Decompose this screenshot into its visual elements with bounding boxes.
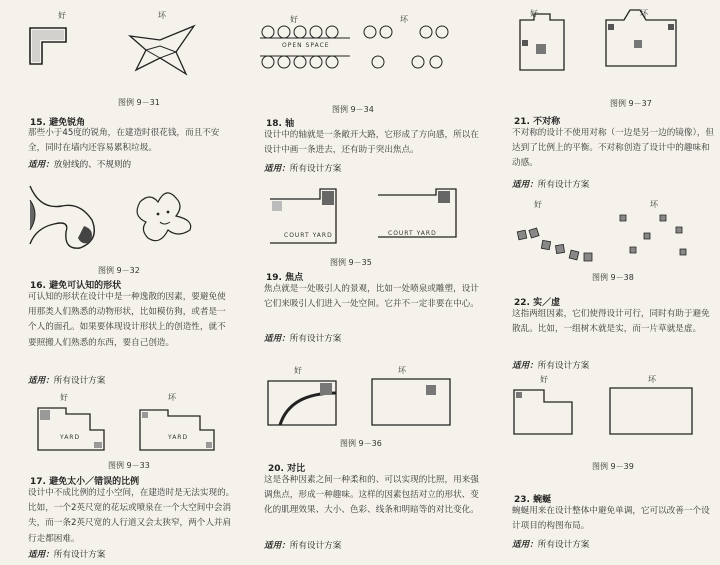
figure-9-33-caption: 图例 9－33 [108, 461, 150, 470]
section-23-body: 蜿蜒用来在设计整体中避免单调，它可以改善一个设计项目的构图布局。 [512, 506, 710, 532]
sketch-court-yard-label: COURT YARD [388, 230, 437, 237]
applies-key: 适用： [512, 180, 538, 190]
label-bad: 坏 [158, 11, 166, 20]
applies-key: 适用： [28, 550, 54, 560]
figure-9-39-sketch [500, 384, 720, 444]
label-good: 好 [534, 200, 542, 209]
applies-value: 所有设计方案 [289, 334, 342, 344]
figure-9-38-sketch [500, 205, 720, 275]
figure-9-32-caption: 图例 9－32 [98, 266, 140, 275]
section-15-body: 那些小于45度的锐角，在建造时很花钱，而且不安全，同时在墙内还容易累积垃圾。 [28, 128, 220, 154]
figure-9-35-caption: 图例 9－35 [330, 258, 372, 267]
section-17-body: 设计中不成比例的过小空间，在建造时是无法实现的。比如，一个2英尺宽的花坛或喷泉在一个大空间中会消失，而一条2英尺宽的人行道又会太狭窄，两个人并肩行走都困难。 [28, 488, 235, 544]
section-15-title: 15. 避免锐角 [30, 118, 86, 128]
sketch-yard-label: YARD [168, 434, 189, 441]
applies-key: 适用： [264, 164, 290, 174]
figure-9-37-caption: 图例 9－37 [610, 99, 652, 108]
applies-value: 所有设计方案 [289, 541, 342, 551]
section-17-applies [28, 548, 105, 560]
label-bad: 坏 [168, 393, 176, 402]
figure-9-34-caption: 图例 9－34 [332, 105, 374, 114]
label-bad: 坏 [400, 15, 408, 24]
section-18-body: 设计中的轴就是一条敞开大路，它形成了方向感，所以在设计中画一条进去，还有助于突出焦点。 [264, 130, 479, 156]
applies-key: 适用： [264, 541, 290, 551]
sketch-court-yard-label: COURT YARD [284, 232, 333, 239]
label-bad: 坏 [650, 200, 658, 209]
figure-9-35-sketch [250, 185, 490, 255]
section-20-title: 20. 对比 [268, 464, 306, 474]
applies-value: 所有设计方案 [289, 164, 342, 174]
label-good: 好 [294, 366, 302, 375]
section-23-title: 23. 蜿蜒 [514, 495, 552, 505]
label-good: 好 [60, 393, 68, 402]
applies-value: 放射线的、不规则的 [53, 160, 132, 170]
section-16-title: 16. 避免可认知的形状 [30, 281, 122, 291]
section-16-applies [28, 374, 105, 386]
applies-value: 所有设计方案 [537, 361, 590, 371]
column-left [0, 0, 240, 565]
figure-9-36-sketch [250, 375, 490, 435]
column-right [500, 0, 720, 565]
label-bad: 坏 [640, 9, 648, 18]
section-16-body: 可认知的形状在设计中是一种逸散的因素，要避免使用那类人们熟悉的动物形状，比如模仿狗，或者是一个人的面孔。如果要体现设计形状上的创造性，就不要照搬人们熟悉的东西，要自己创造。 [28, 292, 226, 348]
sketch-yard-label: YARD [60, 434, 81, 441]
section-21-applies [512, 178, 589, 190]
applies-value: 所有设计方案 [537, 540, 590, 550]
section-23-applies [512, 538, 589, 550]
label-good: 好 [530, 9, 538, 18]
figure-9-34-sketch [250, 0, 490, 80]
figure-9-31-sketch [0, 0, 240, 80]
figure-9-37-sketch [500, 0, 720, 80]
figure-9-36-caption: 图例 9－36 [340, 439, 382, 448]
applies-value: 所有设计方案 [537, 180, 590, 190]
applies-key: 适用： [512, 540, 538, 550]
section-15-applies [28, 158, 131, 170]
label-bad: 坏 [648, 375, 656, 384]
section-20-applies [264, 539, 341, 551]
figure-9-32-sketch [0, 180, 240, 260]
section-19-body: 焦点就是一处吸引人的景观，比如一处喷泉或雕塑，设计它们来吸引人们进入一处空间。它并不一定非要在中心。 [264, 284, 479, 310]
label-good: 好 [58, 11, 66, 20]
section-17-title: 17. 避免太小／错误的比例 [30, 477, 140, 487]
section-18-applies [264, 162, 341, 174]
section-19-title: 19. 焦点 [266, 273, 304, 283]
applies-key: 适用： [28, 376, 54, 386]
label-good: 好 [290, 15, 298, 24]
sketch-open-space-label: OPEN SPACE [282, 42, 330, 49]
figure-9-33-sketch [0, 400, 240, 460]
applies-key: 适用： [28, 160, 54, 170]
applies-value: 所有设计方案 [53, 550, 106, 560]
applies-value: 所有设计方案 [53, 376, 106, 386]
section-22-title: 22. 实／虚 [514, 298, 561, 308]
applies-key: 适用： [512, 361, 538, 371]
section-21-body: 不对称的设计不使用对称（一边是另一边的镜像），但达到了比例上的平衡。不对称创造了设计中的趣味和动感。 [512, 128, 714, 169]
column-middle [250, 0, 490, 565]
section-20-body: 这是各种因素之间一种柔和的、可以实现的比照，用来强调焦点，形成一种趣味。这样的因素包括对立的形状、变化的肌理效果、大小、色彩、线条和明暗等的对比变化。 [264, 475, 479, 516]
figure-9-31-caption: 图例 9－31 [118, 98, 160, 107]
section-22-applies [512, 359, 589, 371]
section-22-body: 这指两组因素，它们使得设计可行，同时有助于避免散乱。比如，一组树木就是实，而一片草就是虚。 [512, 309, 710, 335]
section-21-title: 21. 不对称 [514, 117, 561, 127]
section-18-title: 18. 轴 [266, 119, 295, 129]
applies-key: 适用： [264, 334, 290, 344]
label-good: 好 [540, 375, 548, 384]
section-19-applies [264, 332, 341, 344]
label-bad: 坏 [398, 366, 406, 375]
figure-9-39-caption: 图例 9－39 [592, 462, 634, 471]
figure-9-38-caption: 图例 9－38 [592, 273, 634, 282]
